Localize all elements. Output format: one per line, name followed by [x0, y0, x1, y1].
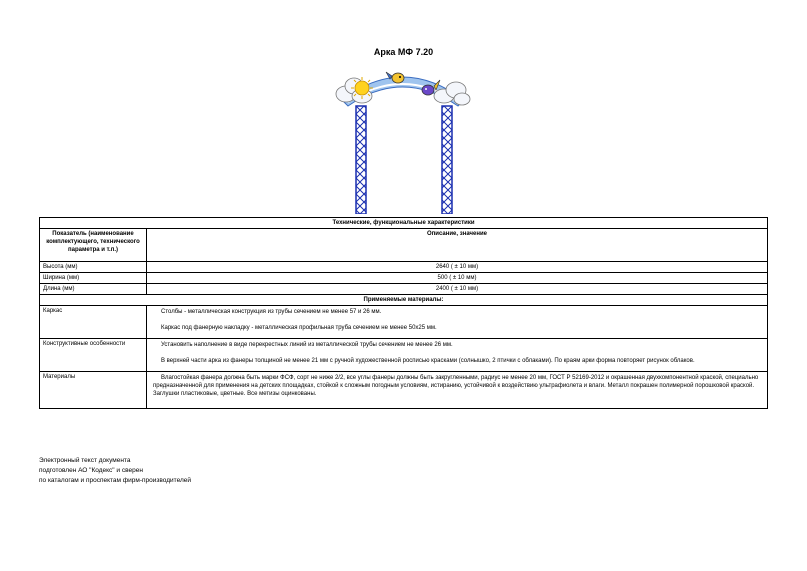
note-line-2: подготовлен АО "Кодекс" и сверен — [39, 467, 143, 474]
table-row — [40, 284, 768, 295]
row-value: 2400 ( ± 10 мм) — [147, 284, 768, 295]
spec-table — [39, 217, 768, 409]
table-row — [40, 273, 768, 284]
arch-illustration — [332, 66, 472, 214]
materials-text: Влагостойкая фанера должна быть марки ФСФ, сорт не ниже 2/2, все углы фанеры должны быть закругленными, радиус не менее 20 мм, ГОСТ Р 52169-2012 и окрашенная двухкомпонентной краской, специально предназначенной для применения на детских площадках, стойкой к сложным погодным условиям, истиранию, устойчивой к воздействию ультрафиолета и влаги. Металл покрашен полимерной порошковой краской. Заглушки пластиковые, цветные. Все метизы оцинкованы. — [153, 375, 759, 397]
right-post — [442, 106, 452, 214]
design-label: Конструктивные особенности — [40, 339, 147, 372]
row-label: Длина (мм) — [40, 284, 147, 295]
frame-text-2: Каркас под фанерную накладку - металлическая профильная труба сечением не менее 50х25 мм. — [161, 325, 437, 331]
table-row — [40, 372, 768, 409]
materials-label: Материалы — [40, 372, 147, 409]
row-value: 500 ( ± 10 мм) — [147, 273, 768, 284]
row-label: Высота (мм) — [40, 262, 147, 273]
frame-text-1: Столбы - металлическая конструкция из трубы сечением не менее 57 и 26 мм. — [161, 309, 382, 315]
document-title: Арка МФ 7.20 — [373, 47, 434, 57]
table-row — [40, 339, 768, 372]
note-line-3: по каталогам и проспектам фирм-производителей — [39, 477, 192, 484]
table-row — [40, 262, 768, 273]
row-label: Ширина (мм) — [40, 273, 147, 284]
materials-title: Применяемые материалы: — [40, 295, 768, 306]
note-line-1: Электронный текст документа — [39, 457, 131, 464]
header-indicator: Показатель (наименование комплектующего, технического параметра и т.п.) — [40, 229, 147, 262]
left-post — [356, 106, 366, 214]
frame-label: Каркас — [40, 306, 147, 339]
section-title: Технические, функциональные характеристики — [40, 218, 768, 229]
source-note — [39, 456, 191, 486]
design-text-1: Установить наполнение в виде перекрестных линий из металлической трубы сечением не менее 26 мм. — [161, 342, 453, 348]
design-text-2: В верхней части арка из фанеры толщиной не менее 21 мм с ручной художественной росписью красками (солнышко, 2 птички с облаками). По краям арки форма повторяет рисунок облаков. — [161, 358, 695, 364]
header-description: Описание, значение — [147, 229, 768, 262]
table-row — [40, 306, 768, 339]
row-value: 2640 ( ± 10 мм) — [147, 262, 768, 273]
